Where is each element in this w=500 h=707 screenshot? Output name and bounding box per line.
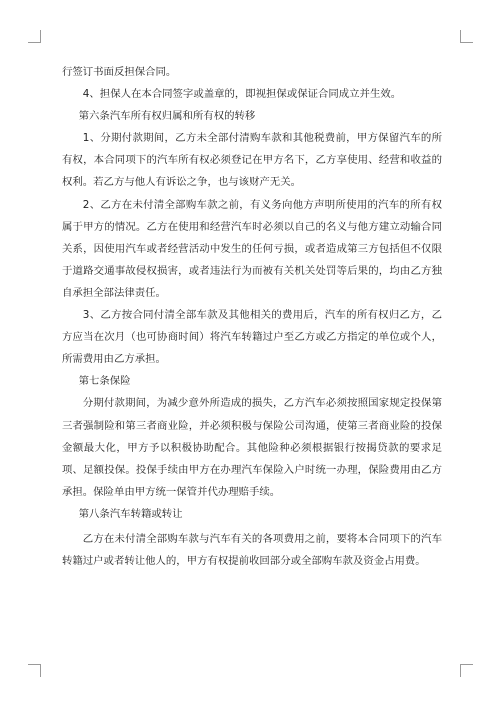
paragraph-article-6-item-3: 3、乙方按合同付清全部车款及其他相关的费用后，汽车的所有权归乙方，乙方应当在次月（也可协商时间）将汽车转籍过户至乙方或乙方指定的单位或个人，所需费用由乙方承担。: [62, 309, 442, 366]
crop-mark-bottom-left: [28, 664, 41, 677]
paragraph-article-7-body: 分期付款期间，为减少意外所造成的损失，乙方汽车必须按照国家规定投保第三者强制险和第三者商业险，并必须积极与保险公司沟通，使第三者商业险的投保金额最大化，甲方予以积极协助配合。其他险种必须根据银行按揭贷款的要求足项、足额投保。投保手续由甲方在办理汽车保险入户时统一办理，保险费用由乙方承担。保险单由甲方统一保管并代办理赔手续。: [62, 397, 442, 498]
crop-mark-top-left: [28, 30, 41, 43]
crop-mark-top-right: [460, 30, 473, 43]
paragraph-article-6-item-1: 1、分期付款期间，乙方未全部付清购车款和其他税费前，甲方保留汽车的所有权，本合同项下的汽车所有权必须登记在甲方名下，乙方享使用、经营和收益的权利。若乙方与他人有诉讼之争，也与该财产无关。: [62, 132, 442, 189]
heading-article-6: 第六条汽车所有权归属和所有权的转移: [78, 110, 256, 123]
crop-mark-bottom-right: [460, 664, 473, 677]
heading-article-8: 第八条汽车转籍或转让: [78, 507, 183, 520]
heading-article-7: 第七条保险: [78, 375, 131, 388]
document-body: [62, 61, 442, 572]
paragraph-continuation: 行签订书面反担保合同。: [62, 66, 177, 78]
paragraph-article-8-body: 乙方在未付清全部购车款与汽车有关的各项费用之前，要将本合同项下的汽车转籍过户或者转让他人的，甲方有权提前收回部分或全部购车款及资金占用费。: [62, 532, 442, 568]
paragraph-article-6-item-2: 2、乙方在未付清全部购车款之前，有义务向他方声明所使用的汽车的所有权属于甲方的情况。乙方在使用和经营汽车时必须以自己的名义与他方建立动输合同关系，因使用汽车或者经营活动中发生的任何亏损，或者造成第三方包括但不仅限于道路交通事故侵权损害，或者违法行为而被有关机关处罚等后果的，均由乙方独自承担全部法律责任。: [62, 198, 442, 299]
paragraph-guarantor-clause: 4、担保人在本合同签字或盖章的，即视担保或保证合同成立并生效。: [82, 88, 402, 101]
